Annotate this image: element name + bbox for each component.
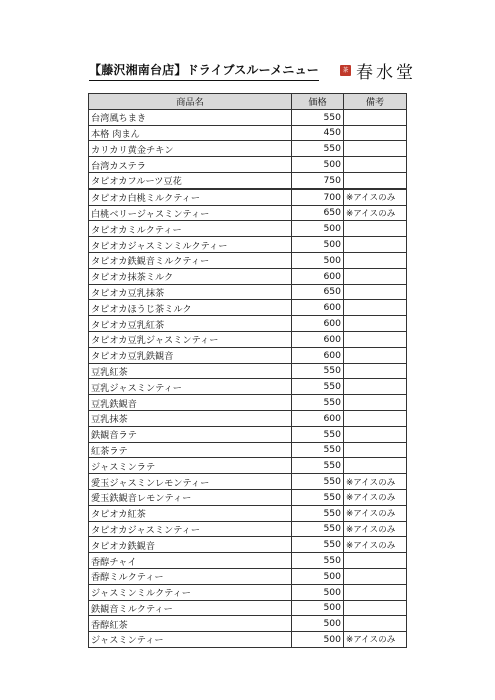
table-row [89,125,407,141]
item-price-cell: 650 [292,284,344,300]
page-title: 【藤沢湘南台店】ドライブスルーメニュー [89,61,319,81]
item-note-cell: ※アイスのみ [344,474,407,490]
table-row [89,537,407,553]
item-price-cell: 550 [292,458,344,474]
table-row [89,505,407,521]
item-note-cell [344,141,407,157]
table-row [89,410,407,426]
table-row [89,109,407,125]
item-price-cell: 550 [292,363,344,379]
item-name-cell: ジャスミンラテ [89,458,292,474]
item-price-cell: 550 [292,379,344,395]
item-note-cell [344,316,407,332]
menu-table-body [89,109,407,647]
item-price-cell: 550 [292,141,344,157]
item-note-cell [344,331,407,347]
item-note-cell: ※アイスのみ [344,205,407,221]
table-row [89,632,407,648]
item-note-cell: ※アイスのみ [344,489,407,505]
table-row [89,141,407,157]
item-price-cell: 600 [292,410,344,426]
menu-table [88,93,407,648]
item-name-cell: タピオカ紅茶 [89,505,292,521]
item-name-cell: タピオカ豆乳鉄観音 [89,347,292,363]
item-price-cell: 500 [292,568,344,584]
item-note-cell: ※アイスのみ [344,537,407,553]
item-name-cell: タピオカ鉄観音ミルクティー [89,252,292,268]
item-price-cell: 600 [292,316,344,332]
table-row [89,616,407,632]
item-note-cell [344,125,407,141]
item-price-cell: 550 [292,442,344,458]
item-note-cell [344,237,407,253]
item-note-cell [344,109,407,125]
item-name-cell: タピオカ抹茶ミルク [89,268,292,284]
item-price-cell: 500 [292,157,344,173]
table-row [89,157,407,173]
item-price-cell: 500 [292,616,344,632]
brand-name: 春水堂 [356,63,416,83]
item-name-cell: タピオカフルーツ豆花 [89,172,292,188]
table-row [89,205,407,221]
item-note-cell [344,616,407,632]
item-note-cell [344,458,407,474]
item-price-cell: 450 [292,125,344,141]
item-price-cell: 550 [292,553,344,569]
item-note-cell [344,426,407,442]
table-row [89,379,407,395]
item-price-cell: 600 [292,331,344,347]
item-name-cell: 台湾カステラ [89,157,292,173]
item-name-cell: タピオカジャスミンミルクティー [89,237,292,253]
item-note-cell [344,157,407,173]
item-note-cell [344,172,407,188]
table-row [89,553,407,569]
item-name-cell: 台湾風ちまき [89,109,292,125]
item-note-cell [344,252,407,268]
item-price-cell: 500 [292,584,344,600]
table-row [89,189,407,205]
item-note-cell [344,410,407,426]
item-price-cell: 500 [292,632,344,648]
item-price-cell: 500 [292,600,344,616]
table-row [89,474,407,490]
item-name-cell: 愛玉鉄観音レモンティー [89,489,292,505]
item-name-cell: 香醇紅茶 [89,616,292,632]
table-row [89,442,407,458]
item-name-cell: 白桃ベリージャスミンティー [89,205,292,221]
item-name-cell: 鉄観音ラテ [89,426,292,442]
item-name-cell: 豆乳抹茶 [89,410,292,426]
item-name-cell: タピオカほうじ茶ミルク [89,300,292,316]
item-name-cell: 豆乳ジャスミンティー [89,379,292,395]
table-row [89,568,407,584]
table-row [89,237,407,253]
item-note-cell [344,584,407,600]
item-name-cell: 紅茶ラテ [89,442,292,458]
item-price-cell: 550 [292,537,344,553]
item-note-cell [344,268,407,284]
item-name-cell: 本格 肉まん [89,125,292,141]
item-name-cell: 香醇チャイ [89,553,292,569]
item-note-cell [344,300,407,316]
item-price-cell: 600 [292,300,344,316]
item-note-cell [344,379,407,395]
item-name-cell: 豆乳鉄観音 [89,395,292,411]
table-row [89,172,407,188]
item-note-cell [344,347,407,363]
item-price-cell: 500 [292,221,344,237]
item-price-cell: 700 [292,189,344,205]
item-name-cell: 香醇ミルクティー [89,568,292,584]
item-name-cell: 鉄観音ミルクティー [89,600,292,616]
item-note-cell: ※アイスのみ [344,189,407,205]
item-name-cell: タピオカ白桃ミルクティー [89,189,292,205]
item-price-cell: 550 [292,489,344,505]
table-row [89,395,407,411]
item-name-cell: タピオカ豆乳抹茶 [89,284,292,300]
item-price-cell: 550 [292,521,344,537]
item-price-cell: 500 [292,252,344,268]
item-name-cell: 豆乳紅茶 [89,363,292,379]
item-name-cell: ジャスミンミルクティー [89,584,292,600]
item-note-cell: ※アイスのみ [344,521,407,537]
item-price-cell: 650 [292,205,344,221]
item-note-cell [344,442,407,458]
table-row [89,458,407,474]
item-price-cell: 550 [292,474,344,490]
item-note-cell [344,221,407,237]
table-row [89,331,407,347]
table-row [89,347,407,363]
item-note-cell: ※アイスのみ [344,632,407,648]
table-row [89,489,407,505]
table-row [89,584,407,600]
table-row [89,521,407,537]
item-note-cell [344,395,407,411]
item-name-cell: タピオカジャスミンティー [89,521,292,537]
table-row [89,363,407,379]
table-row [89,221,407,237]
column-header-note: 備考 [344,94,407,110]
item-name-cell: ジャスミンティー [89,632,292,648]
item-name-cell: 愛玉ジャスミンレモンティー [89,474,292,490]
table-header-row [89,94,407,110]
item-price-cell: 550 [292,505,344,521]
item-note-cell [344,284,407,300]
column-header-name: 商品名 [89,94,292,110]
seal-icon: 茶 [340,65,351,76]
column-header-price: 価格 [292,94,344,110]
table-row [89,300,407,316]
item-name-cell: タピオカ豆乳紅茶 [89,316,292,332]
table-row [89,426,407,442]
item-price-cell: 600 [292,268,344,284]
item-note-cell [344,600,407,616]
table-row [89,600,407,616]
item-price-cell: 550 [292,109,344,125]
item-price-cell: 550 [292,426,344,442]
item-name-cell: タピオカ鉄観音 [89,537,292,553]
item-name-cell: タピオカ豆乳ジャスミンティー [89,331,292,347]
item-price-cell: 550 [292,395,344,411]
item-name-cell: タピオカミルクティー [89,221,292,237]
item-price-cell: 500 [292,237,344,253]
brand-logo [340,58,416,83]
table-row [89,316,407,332]
item-price-cell: 750 [292,172,344,188]
item-note-cell [344,363,407,379]
item-price-cell: 600 [292,347,344,363]
item-note-cell: ※アイスのみ [344,505,407,521]
item-name-cell: カリカリ黄金チキン [89,141,292,157]
table-row [89,252,407,268]
item-note-cell [344,553,407,569]
item-note-cell [344,568,407,584]
table-row [89,268,407,284]
table-row [89,284,407,300]
